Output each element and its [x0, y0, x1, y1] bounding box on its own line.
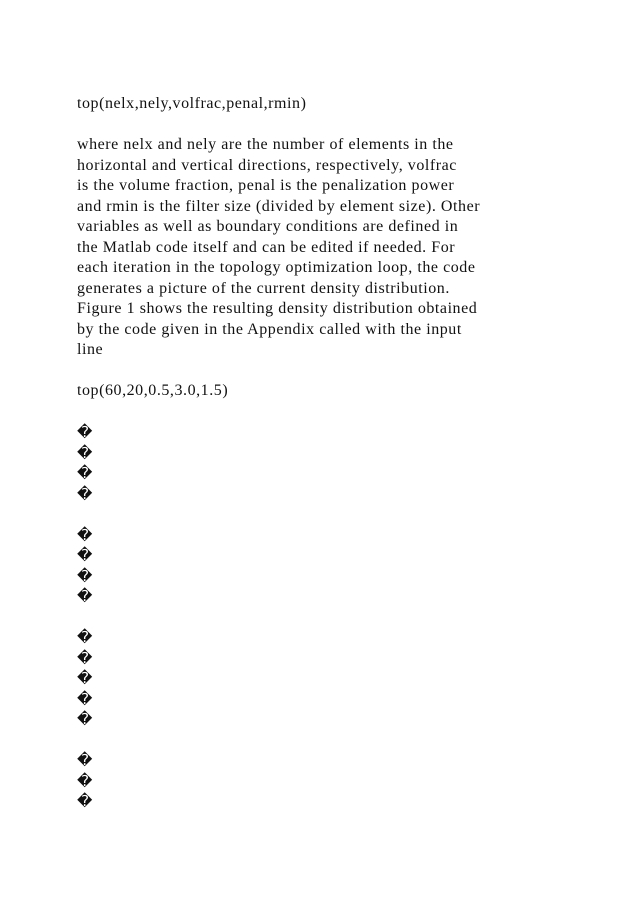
replacement-character-glyph: � [77, 423, 93, 441]
paragraph-line: generates a picture of the current density distribution. [77, 279, 450, 297]
replacement-glyph-area [77, 422, 597, 812]
paragraph-line: Figure 1 shows the resulting density distribution obtained [77, 300, 478, 317]
paragraph-line: by the code given in the Appendix called with the input [77, 320, 462, 338]
replacement-character-glyph: � [77, 710, 93, 728]
replacement-character-glyph: � [77, 566, 93, 585]
replacement-character-glyph: � [77, 792, 93, 810]
paragraph-line: line [77, 341, 104, 358]
blank-line [77, 402, 597, 423]
replacement-character-glyph: � [77, 628, 93, 646]
replacement-character-glyph: � [77, 443, 93, 462]
replacement-character-glyph: � [77, 751, 93, 769]
paragraph-line: each iteration in the topology optimization loop, the code [77, 259, 476, 276]
blank-line [77, 730, 597, 751]
glyph-group [77, 422, 597, 504]
replacement-character-glyph: � [77, 771, 93, 790]
blank-line [77, 504, 597, 525]
replacement-character-glyph: � [77, 669, 93, 687]
replacement-character-glyph: � [77, 648, 93, 667]
glyph-group [77, 750, 597, 812]
replacement-character-glyph: � [77, 587, 93, 605]
blank-line [77, 607, 597, 628]
blank-line [77, 115, 597, 136]
function-signature: top(nelx,nely,volfrac,penal,rmin) [77, 95, 307, 112]
example-call: top(60,20,0.5,3.0,1.5) [77, 382, 229, 399]
replacement-character-glyph: � [77, 464, 93, 482]
replacement-character-glyph: � [77, 546, 93, 564]
paragraph-line: is the volume fraction, penal is the penalization power [77, 177, 455, 194]
paragraph-line: horizontal and vertical directions, respectively, volfrac [77, 156, 457, 174]
replacement-character-glyph: � [77, 689, 93, 708]
description-paragraph [77, 135, 597, 361]
document-body [77, 94, 597, 812]
replacement-character-glyph: � [77, 525, 93, 544]
paragraph-line: and rmin is the filter size (divided by element size). Other [77, 197, 481, 215]
blank-line [77, 361, 597, 382]
paragraph-line: variables as well as boundary conditions are defined in [77, 218, 459, 235]
replacement-character-glyph: � [77, 484, 93, 503]
glyph-group [77, 627, 597, 730]
glyph-group [77, 525, 597, 607]
paragraph-line: the Matlab code itself and can be edited if needed. For [77, 238, 456, 256]
paragraph-line: where nelx and nely are the number of elements in the [77, 136, 454, 153]
